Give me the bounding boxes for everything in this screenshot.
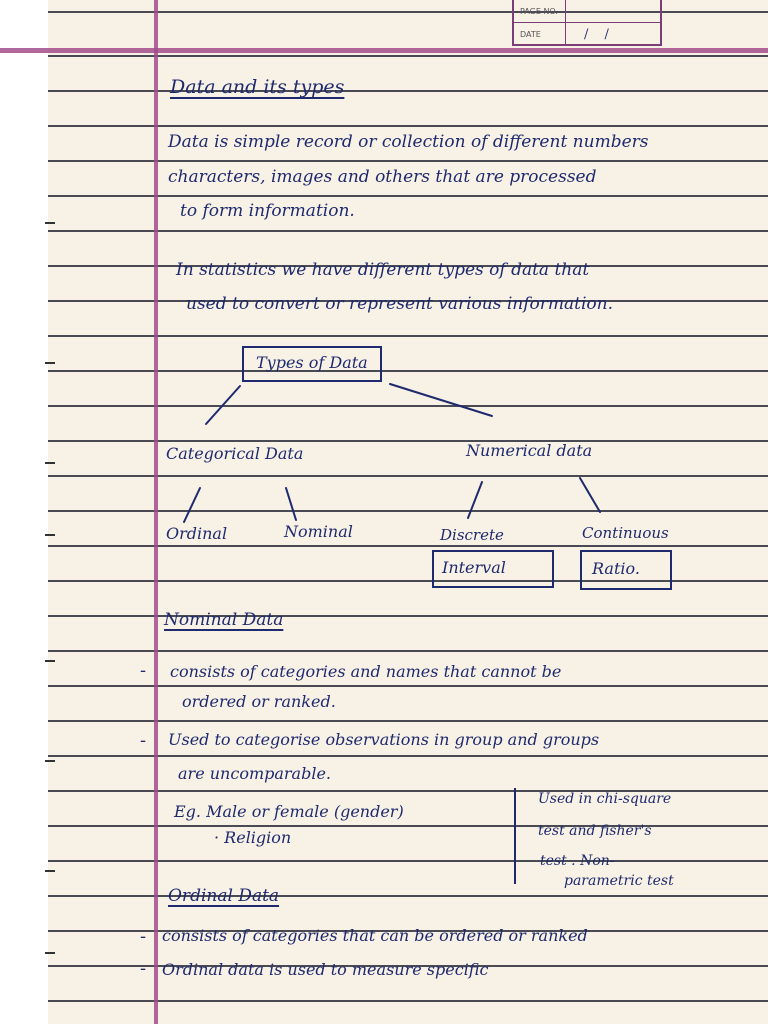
- numerical-node: Numerical data: [466, 441, 593, 460]
- nominal-bullet1-line2: ordered or ranked.: [182, 692, 336, 711]
- bullet-dash: -: [140, 660, 147, 681]
- ordinal-bullet2: Ordinal data is used to measure specific: [162, 960, 489, 979]
- ordinal-bullet1: consists of categories that can be ordered or ranked: [162, 926, 588, 945]
- nominal-bullet1-line1: consists of categories and names that cannot be: [170, 662, 562, 681]
- edge-categorical-nominal: [286, 488, 296, 520]
- nominal-bullet2-line2: are uncomparable.: [178, 764, 331, 783]
- stats-line-2: used to convert or represent various information.: [186, 294, 613, 314]
- nominal-node: Nominal: [284, 522, 353, 541]
- continuous-node: Continuous: [582, 524, 669, 542]
- ordinal-node: Ordinal: [166, 524, 228, 543]
- edge-root-numerical: [390, 384, 492, 416]
- nominal-note-line4: parametric test: [564, 873, 674, 889]
- ratio-node: Ratio.: [592, 559, 640, 578]
- stats-line-1: In statistics we have different types of data that: [176, 260, 590, 280]
- page-title: Data and its types: [170, 76, 345, 98]
- bullet-dash: -: [140, 926, 147, 947]
- edge-root-categorical: [206, 386, 240, 424]
- intro-line-2: characters, images and others that are processed: [168, 167, 597, 187]
- discrete-node: Discrete: [440, 526, 504, 544]
- ordinal-heading: Ordinal Data: [168, 886, 280, 906]
- edge-numerical-continuous: [580, 478, 600, 512]
- page-no-label: PAGE NO.: [514, 0, 566, 22]
- date-label: DATE: [514, 23, 566, 45]
- note-divider: [514, 788, 516, 884]
- nominal-bullet2-line1: Used to categorise observations in group and groups: [168, 730, 600, 749]
- interval-node: Interval: [442, 558, 506, 577]
- nominal-example-line1: Eg. Male or female (gender): [174, 802, 404, 821]
- nominal-note-line2: test and fisher's: [538, 823, 652, 839]
- edge-categorical-ordinal: [184, 488, 200, 522]
- intro-line-1: Data is simple record or collection of different numbers: [168, 132, 649, 152]
- nominal-example-line2: · Religion: [214, 828, 292, 847]
- nominal-heading: Nominal Data: [164, 610, 284, 630]
- nominal-note-line1: Used in chi-square: [538, 791, 672, 807]
- intro-line-3: to form information.: [180, 201, 355, 221]
- categorical-node: Categorical Data: [166, 444, 304, 463]
- bullet-dash: -: [140, 730, 147, 751]
- nominal-note-line3: test . Non-: [540, 853, 615, 869]
- edge-numerical-discrete: [468, 482, 482, 518]
- date-value: / /: [584, 26, 615, 42]
- root-node-label: Types of Data: [256, 353, 368, 372]
- bullet-dash: -: [140, 958, 147, 979]
